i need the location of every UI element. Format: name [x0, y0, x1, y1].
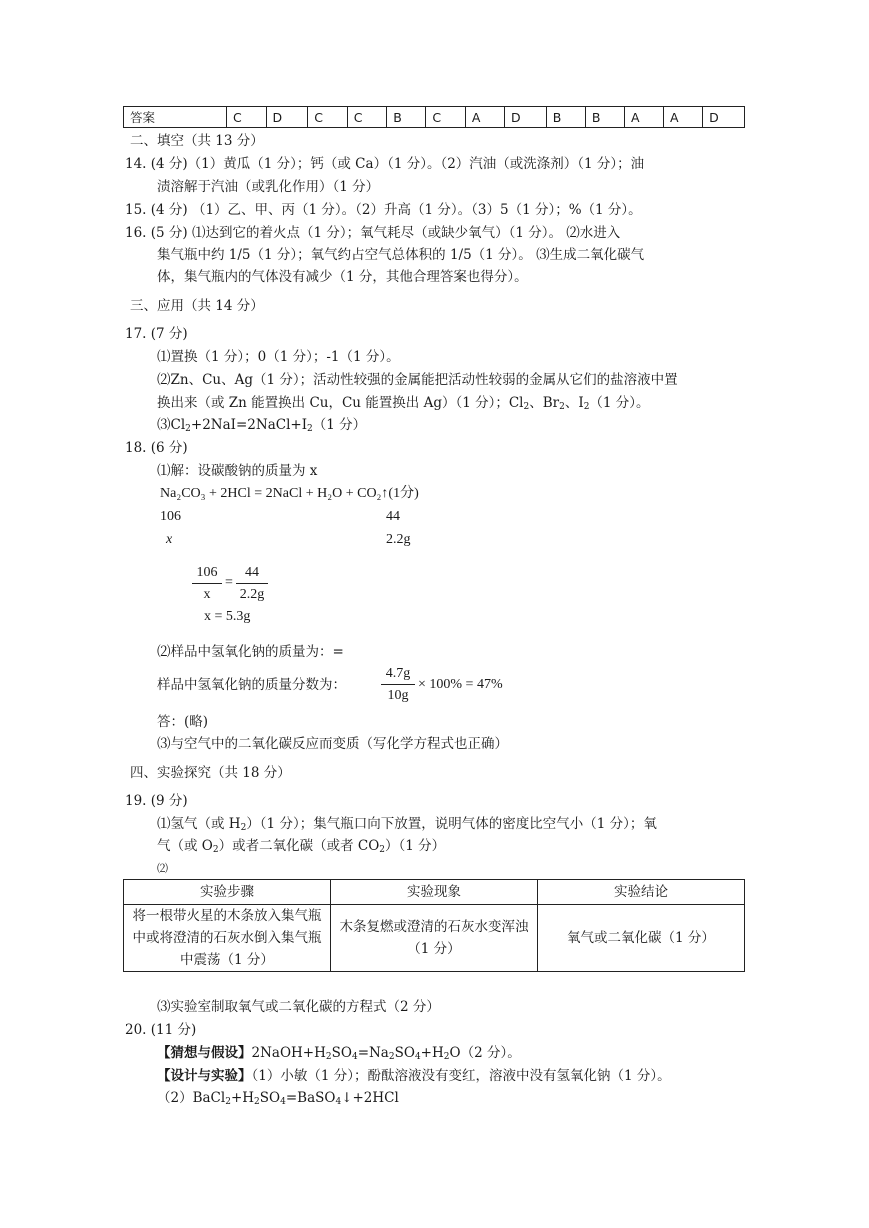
q18-part1: ⑴解：设碳酸钠的质量为 x	[157, 463, 318, 479]
cell-steps: 将一根带火星的木条放入集气瓶中或将澄清的石灰水倒入集气瓶中震荡（1 分）	[124, 905, 331, 972]
molar-mass-1: 106	[160, 509, 181, 524]
answer-cell: B	[546, 107, 585, 128]
answer-cell: B	[387, 107, 426, 128]
answer-cell: C	[227, 107, 267, 128]
q14-line1: 14. (4 分)（1）黄瓜（1 分）；钙（或 Ca）（1 分）。（2）汽油（或洗涤剂）（1 分）；油	[125, 156, 645, 172]
q19-part1-line2: 气（或 $O_2$）或者二氧化碳（或者 $CO_2)(1$ 分）	[157, 838, 446, 855]
section-heading: 四、实验探究（共 18 分）	[130, 765, 291, 781]
q18-part2-line2: 样品中氢氧化钠的质量分数为：	[157, 677, 346, 693]
q17-part3: $⑶Cl_2+2NaI=2NaCl+I_2(1$ 分）	[157, 417, 367, 434]
answer-label: 答案	[124, 107, 227, 128]
chemical-equation: Na₂CO₃ + 2HCl = 2NaCl + H₂O + CO₂↑(1分)	[160, 486, 419, 501]
col-header-steps: 实验步骤	[124, 880, 331, 905]
q19-part1-line1: ⑴氢气（或 $H_2)(1$ 分）；集气瓶口向下放置，说明气体的密度比空气小（1 分）；氧	[157, 816, 657, 833]
q14-line2: 渍溶解于汽油（或乳化作用）（1 分）	[157, 179, 380, 195]
section-heading: 三、应用（共 14 分）	[130, 298, 264, 314]
answer-cell: A	[664, 107, 703, 128]
answer-table	[123, 106, 745, 128]
q19-title: 19. (9 分)	[125, 793, 188, 809]
answer-cell: C	[308, 107, 348, 128]
q16-line2: 集气瓶中约 1/5（1 分）；氧气约占空气总体积的 1/5（1 分）。 ⑶生成二氧化碳气	[157, 247, 645, 263]
q15-line: 15. (4 分) （1）乙、甲、丙（1 分）。（2）升高（1 分）。（3）5（1 分）；%（1 分）。	[125, 202, 642, 218]
answer-cell: A	[465, 107, 504, 128]
result-line: x = 5.3g	[204, 609, 251, 624]
q19-part2-label: ⑵	[157, 862, 168, 875]
cell-phenomenon: 木条复燃或澄清的石灰水变浑浊（1 分）	[331, 905, 538, 972]
col-header-phenomenon: 实验现象	[331, 880, 538, 905]
percent-fraction: $\frac{4.7g}{10g}$	[381, 664, 415, 707]
q16-line3: 体，集气瓶内的气体没有减少（1 分，其他合理答案也得分）。	[157, 269, 528, 285]
molar-mass-2: 44	[386, 509, 400, 524]
fraction-left: $\frac{106}{x}$	[192, 563, 222, 606]
unknown-var: x	[166, 532, 173, 547]
q17-part2-line1: ⑵Zn、Cu、Ag（1 分）；活动性较强的金属能把活动性较弱的金属从它们的盐溶液中置	[157, 372, 678, 388]
cell-conclusion: 氧气或二氧化碳（1 分）	[538, 905, 745, 972]
q18-answer: 答：(略)	[157, 714, 209, 730]
q20-equation: $(2)BaCl_2+H_2SO_4=BaSO_4↓+2HCl$	[157, 1090, 399, 1107]
q17-title: 17. (7 分)	[125, 326, 188, 342]
answer-cell: D	[504, 107, 546, 128]
col-header-conclusion: 实验结论	[538, 880, 745, 905]
answer-cell: B	[585, 107, 624, 128]
fraction-right: $\frac{44}{2.2g}$	[236, 563, 268, 606]
q20-title: 20. (11 分)	[125, 1022, 197, 1038]
section-heading: 二、填空（共 13 分）	[130, 133, 264, 149]
q20-design: 【设计与实验】（1）小敏（1 分）；酚酞溶液没有变红，溶液中没有氢氧化钠（1 分）。	[157, 1068, 671, 1084]
answer-cell: A	[624, 107, 663, 128]
q20-hypothesis: 【猜想与假设】$2NaOH+H_2SO_4=Na_2SO_4+H_2O(2$ 分）。	[157, 1045, 521, 1062]
equals-sign: =	[225, 575, 233, 590]
q18-title: 18. (6 分)	[125, 440, 188, 456]
answer-cell: D	[703, 107, 745, 128]
answer-cell: C	[347, 107, 387, 128]
q18-part3: ⑶与空气中的二氧化碳反应而变质（写化学方程式也正确）	[157, 736, 508, 752]
percent-result: × 100% = 47%	[418, 677, 503, 692]
q19-part3: ⑶实验室制取氧气或二氧化碳的方程式（2 分）	[157, 999, 440, 1015]
q17-part2-line2: 换出来（或 Zn 能置换出 Cu，Cu 能置换出 Ag）（1 分）；$Cl_2$、$Br_2$、$I_2(1$ 分）。	[157, 395, 650, 412]
answer-cell: D	[266, 107, 308, 128]
experiment-table	[123, 879, 745, 972]
q16-line1: 16. (5 分) ⑴达到它的着火点（1 分）；氧气耗尽（或缺少氧气）（1 分）。 ⑵水进入	[125, 225, 621, 241]
q18-part2-line1: ⑵样品中氢氧化钠的质量为：=	[157, 644, 344, 660]
q17-part1: ⑴置换（1 分）；0（1 分）；-1（1 分）。	[157, 349, 400, 365]
answer-cell: C	[426, 107, 466, 128]
given-mass: 2.2g	[386, 532, 411, 547]
